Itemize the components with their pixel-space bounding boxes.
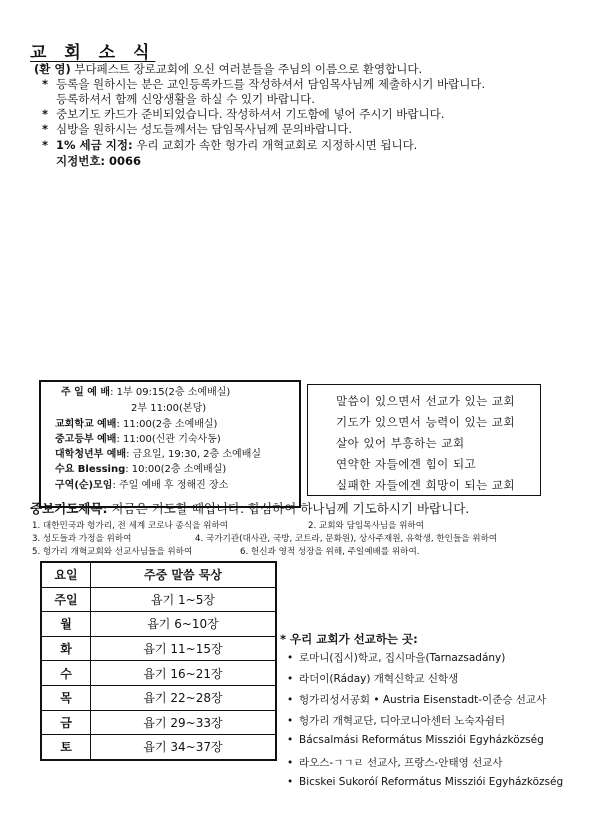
star-bullet: * (42, 77, 49, 91)
mission-text: Bicskei Sukoróí Református Missziói Egyházközség (299, 776, 564, 788)
star-bullet: * (42, 122, 49, 136)
college-service (55, 448, 261, 461)
bullet: • (287, 673, 294, 685)
sunday-service (61, 386, 230, 399)
service-value: : 11:00(신관 기숙사동) (116, 434, 221, 445)
reading-cell: 욥기 22~28장 (91, 685, 277, 710)
service-label: 중고등부 예배 (55, 434, 117, 445)
mission-text: 로마니(집시)학교, 집시마을(Tarnazsadány) (299, 652, 506, 664)
mission-item (287, 776, 563, 788)
mission-item (287, 734, 544, 746)
prayer-title-text: 지금은 기도할 때입니다. 합심하여 하나님께 기도하시기 바랍니다. (107, 501, 470, 516)
news-item (42, 122, 352, 137)
mission-item (287, 692, 546, 707)
welcome-line (34, 62, 422, 77)
table-row (41, 710, 276, 735)
welcome-text: 부다페스트 장로교회에 오신 여러분들을 주님의 이름으로 환영합니다. (74, 62, 423, 76)
mission-text: 라오스-ㄱㄱㄹ 선교사, 프랑스-안태영 선교사 (299, 757, 503, 769)
news-item (56, 92, 315, 107)
prayer-item: 6. 헌신과 영적 성장을 위해, 주일예배를 위하여. (240, 547, 420, 557)
reading-cell: 욥기 34~37장 (91, 735, 277, 760)
cell-meeting (55, 479, 228, 492)
news-item-text: 등록을 원하시는 분은 교인등록카드를 작성하셔서 담임목사님께 제출하시기 바랍니다. (56, 77, 486, 91)
news-item-text: 심방을 원하시는 성도들께서는 담임목사님께 문의바랍니다. (56, 122, 352, 136)
mission-title: * 우리 교회가 선교하는 곳: (280, 632, 418, 646)
motto-line: 연약한 자들에겐 힘이 되고 (336, 457, 477, 471)
news-item (42, 107, 444, 122)
news-item (42, 77, 485, 92)
service-label: 대학청년부 예배 (55, 449, 127, 460)
motto-line: 기도가 있으면서 능력이 있는 교회 (336, 415, 516, 429)
header-day: 요일 (41, 562, 91, 587)
prayer-item: 1. 대한민국과 헝가리, 전 세계 코로나 종식을 위하여 (32, 521, 229, 531)
prayer-item: 3. 성도들과 가정을 위하여 (32, 534, 132, 544)
service-label: 주 일 예 배 (61, 387, 111, 398)
bullet: • (287, 652, 294, 664)
mission-text: 헝가리 개혁교단, 디아코니아센터 노숙자쉼터 (299, 715, 506, 727)
news-item-text: 중보기도 카드가 준비되었습니다. 작성하셔서 기도함에 넣어 주시기 바랍니다. (56, 107, 445, 121)
mission-item (287, 671, 458, 686)
table-header-row (41, 562, 276, 587)
table-row (41, 735, 276, 760)
day-cell: 화 (41, 636, 91, 661)
prayer-title-label: 중보기도제목: (30, 501, 108, 516)
tax-line (42, 138, 417, 153)
welcome-label: (환 영) (34, 62, 71, 76)
tax-code: 지정번호: 0066 (56, 154, 142, 168)
mission-text: 헝가리성서공회 • Austria Eisenstadt-이준승 선교사 (299, 694, 547, 706)
school-service (55, 418, 217, 431)
mission-item (287, 713, 505, 728)
reading-cell: 욥기 6~10장 (91, 612, 277, 637)
motto-line: 살아 있어 부흥하는 교회 (336, 436, 465, 450)
motto-line: 실패한 자들에겐 희망이 되는 교회 (336, 478, 516, 492)
service-value: : 1부 09:15(2층 소예배실) (110, 387, 231, 398)
service-value: : 주일 예배 후 정해진 장소 (112, 480, 229, 491)
table-row (41, 661, 276, 686)
table-row (41, 685, 276, 710)
bullet: • (287, 734, 294, 746)
mission-item (287, 755, 503, 770)
sunday-service-2: 2부 11:00(본당) (131, 403, 207, 414)
bullet: • (287, 694, 294, 706)
day-cell: 금 (41, 710, 91, 735)
service-value: : 10:00(2층 소예배실) (125, 464, 227, 475)
service-value: : 금요일, 19:30, 2층 소예배실 (126, 449, 262, 460)
service-label: 수요 Blessing (55, 464, 126, 475)
prayer-item: 4. 국가기관(대사관, 국방, 코트라, 문화원), 상사주재원, 유학생, 한인들을 위하여 (195, 534, 498, 544)
mission-text: Bácsalmási Református Missziói Egyházközség (299, 734, 544, 746)
news-title: 교 회 소 식 (30, 43, 156, 63)
service-label: 교회학교 예배 (55, 419, 117, 430)
reading-cell: 욥기 29~33장 (91, 710, 277, 735)
day-cell: 주일 (41, 587, 91, 612)
church-motto-box (307, 384, 541, 496)
prayer-item: 2. 교회와 담임목사님을 위하여 (308, 521, 425, 531)
header-reading: 주중 말씀 묵상 (91, 562, 277, 587)
day-cell: 목 (41, 685, 91, 710)
star-bullet: * (42, 138, 49, 152)
day-cell: 월 (41, 612, 91, 637)
mission-text: 라더이(Ráday) 개혁신학교 신학생 (299, 673, 459, 685)
service-label: 구역(순)모임 (55, 480, 113, 491)
bullet: • (287, 757, 294, 769)
table-row (41, 612, 276, 637)
table-row (41, 587, 276, 612)
day-cell: 수 (41, 661, 91, 686)
bible-reading-table (40, 561, 277, 761)
bullet: • (287, 776, 294, 788)
prayer-title (30, 499, 469, 517)
motto-line: 말씀이 있으면서 선교가 있는 교회 (336, 394, 516, 408)
day-cell: 토 (41, 735, 91, 760)
tax-label: 1% 세금 지정: (56, 138, 133, 152)
prayer-item: 5. 헝가리 개혁교회와 선교사님들을 위하여 (32, 547, 193, 557)
tax-text: 우리 교회가 속한 헝가리 개혁교회로 지정하시면 됩니다. (136, 138, 418, 152)
reading-cell: 욥기 1~5장 (91, 587, 277, 612)
table-row (41, 636, 276, 661)
youth-service (55, 433, 221, 446)
reading-cell: 욥기 16~21장 (91, 661, 277, 686)
bullet: • (287, 715, 294, 727)
star-bullet: * (42, 107, 49, 121)
news-item-text: 등록하셔서 함께 신앙생활을 하실 수 있기 바랍니다. (56, 92, 315, 106)
mission-item (287, 650, 505, 665)
wednesday-service (55, 463, 226, 476)
reading-cell: 욥기 11~15장 (91, 636, 277, 661)
service-times-box (39, 380, 301, 508)
service-value: : 11:00(2층 소예배실) (116, 419, 218, 430)
